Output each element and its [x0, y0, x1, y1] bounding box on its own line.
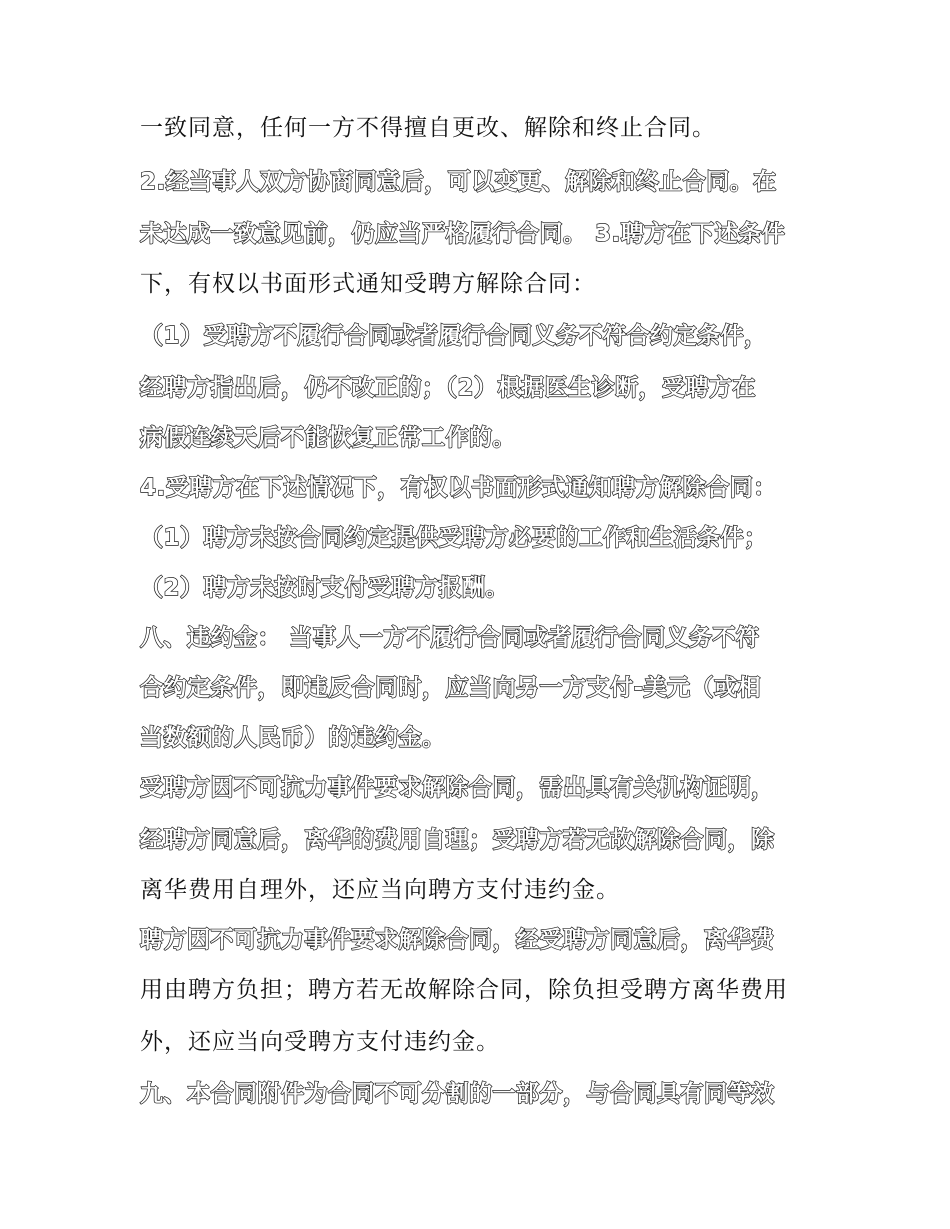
text-segment: 经聘方同意后，离华的费用自理；受聘方若无故解除合同，除 — [140, 827, 775, 853]
text-segment: 合约定条件，即违反合同时，应当向另一方支付-美元（或相 — [140, 675, 762, 701]
text-segment: （1）聘方未按合同约定提供受聘方必要的工作和生活条件； — [140, 525, 768, 551]
text-line — [140, 1074, 820, 1114]
text-line — [140, 316, 820, 356]
text-line — [140, 264, 820, 304]
text-segment: 用由聘方负担；聘方若无故解除合同，除负担受聘方离华费用 — [140, 977, 788, 1003]
text-segment: 下，有权以书面形式通知受聘方解除合同： — [140, 271, 596, 297]
text-line — [140, 870, 820, 910]
text-segment: （1）受聘方不履行合同或者履行合同义务不符合约定条件， — [140, 323, 768, 349]
text-segment: 2.经当事人双方协商同意后，可以变更、解除和终止合同。在 — [140, 169, 777, 195]
text-line — [140, 920, 820, 960]
text-segment: 当数额的人民币）的违约金。 — [140, 725, 446, 751]
text-segment: 病假连续天后不能恢复正常工作的。 — [140, 425, 516, 451]
text-segment: 经聘方指出后，仍不改正的；（2）根据医生诊断，受聘方在 — [140, 375, 757, 401]
text-line — [140, 368, 820, 408]
text-line — [140, 768, 820, 808]
text-line — [140, 214, 820, 254]
text-segment: 受聘方因不可抗力事件要求解除合同，需出具有关机构证明， — [140, 775, 775, 801]
text-line — [140, 668, 820, 708]
text-segment: 3.聘方在下述条件 — [595, 221, 786, 247]
text-segment: 未达成一致意见前，仍应当严格履行合同。 — [140, 221, 596, 247]
text-line — [140, 1022, 820, 1062]
text-line — [140, 820, 820, 860]
text-segment: 4.受聘方在下述情况下，有权以书面形式通知聘方解除合同： — [140, 475, 777, 501]
text-line — [140, 162, 820, 202]
text-line — [140, 618, 820, 658]
text-line — [140, 108, 820, 148]
text-line — [140, 468, 820, 508]
text-segment: 离华费用自理外，还应当向聘方支付违约金。 — [140, 877, 620, 903]
text-segment: 八、违约金： 当事人一方不履行合同或者履行合同义务不符 — [140, 625, 760, 651]
text-line — [140, 970, 820, 1010]
text-segment: 一致同意，任何一方不得擅自更改、解除和终止合同。 — [140, 115, 716, 141]
text-segment: （2）聘方未按时支付受聘方报酬。 — [140, 575, 510, 601]
text-segment: 九、本合同附件为合同不可分割的一部分，与合同具有同等效 — [140, 1081, 775, 1107]
text-line — [140, 568, 820, 608]
text-line — [140, 418, 820, 458]
text-segment: 外，还应当向受聘方支付违约金。 — [140, 1029, 500, 1055]
text-line — [140, 518, 820, 558]
text-segment: 聘方因不可抗力事件要求解除合同，经受聘方同意后，离华费 — [140, 927, 775, 953]
text-line — [140, 718, 820, 758]
